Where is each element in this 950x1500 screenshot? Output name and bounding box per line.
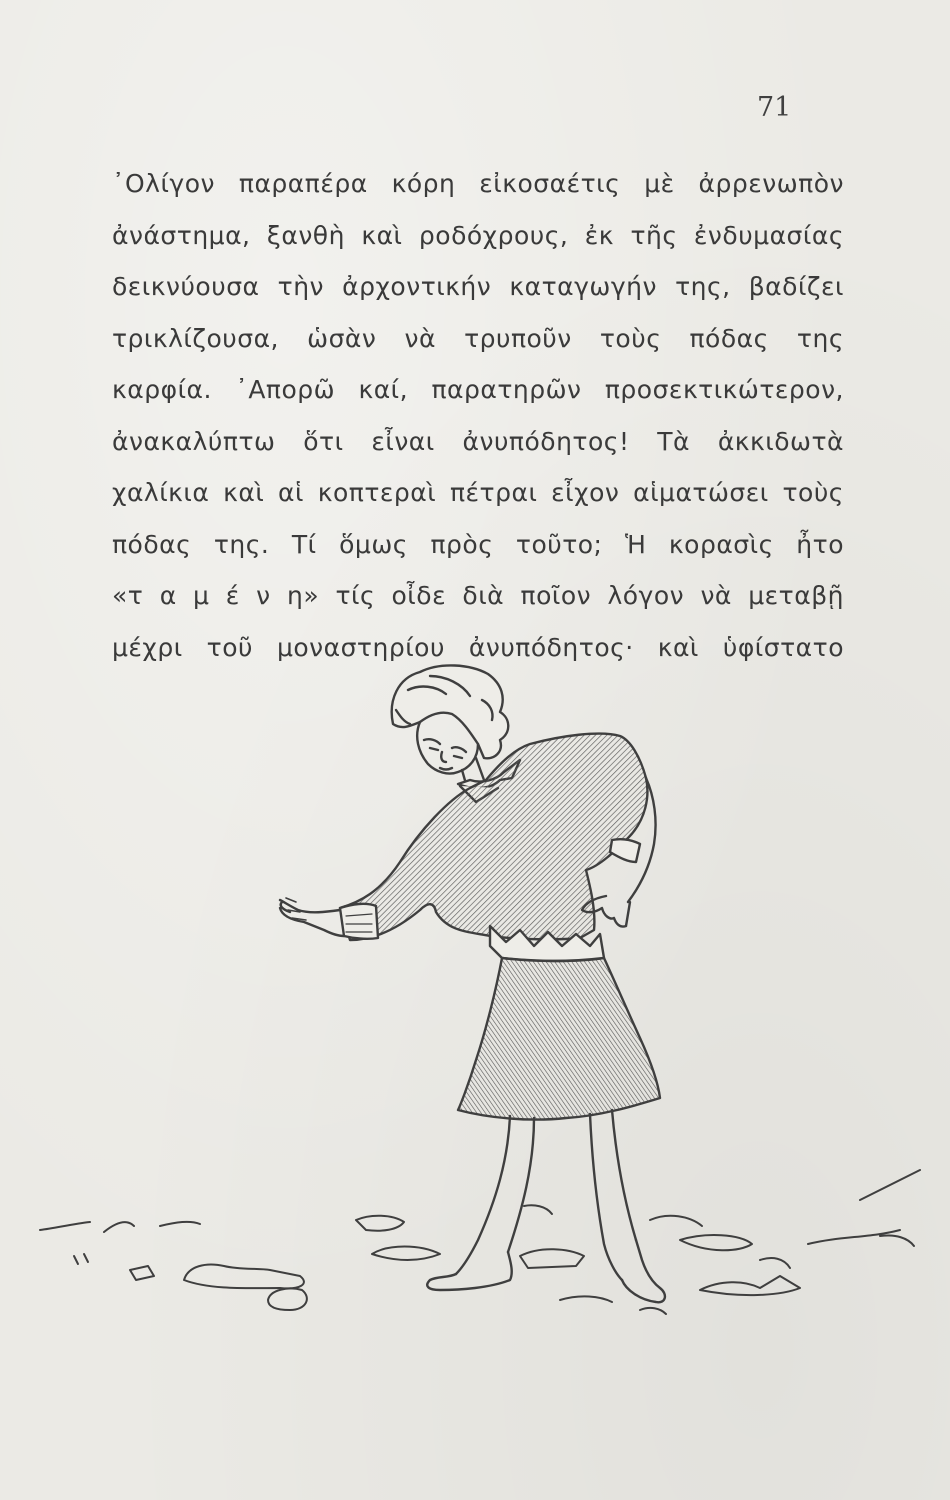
ground-stones xyxy=(40,1170,920,1314)
text-line-9: «τ α μ έ ν η» τίς οἶδε διὰ ποῖον λόγον νὰ μεταβῇ xyxy=(112,581,844,610)
text-line-2: ἀνάστημα, ξανθὴ καὶ ροδόχρους, ἐκ τῆς ἐνδυμασίας xyxy=(112,220,844,250)
text-line-5: καρφία. ᾿Απορῶ καί, παρατηρῶν προσεκτικώτερον, xyxy=(112,375,844,404)
text-line-8: πόδας της. Τί ὅμως πρὸς τοῦτο; Ἡ κορασὶς ἦτο xyxy=(112,529,844,559)
body-paragraph xyxy=(112,158,844,673)
skirt xyxy=(458,958,660,1120)
text-line-3: δεικνύουσα τὴν ἀρχοντικήν καταγωγήν της, βαδίζει xyxy=(112,272,844,301)
text-line-4: τρικλίζουσα, ὡσὰν νὰ τρυποῦν τοὺς πόδας της xyxy=(112,323,844,353)
text-line-7: χαλίκια καὶ αἱ κοπτεραὶ πέτραι εἶχον αἱματώσει τοὺς xyxy=(112,478,844,507)
right-foot xyxy=(622,1240,665,1302)
left-hand xyxy=(280,900,344,936)
text-line-1: ᾿Ολίγον παραπέρα κόρη εἰκοσαέτις μὲ ἀρρενωπὸν xyxy=(112,169,844,198)
text-line-10: μέχρι τοῦ μοναστηρίου ἀνυπόδητος· καὶ ὑφίστατο xyxy=(112,632,844,662)
girl-walking-illustration xyxy=(0,640,950,1360)
text-line-6: ἀνακαλύπτω ὅτι εἶναι ἀνυπόδητος! Τὰ ἀκκιδωτὰ xyxy=(112,426,844,456)
page-number: 71 xyxy=(757,92,792,123)
left-leg xyxy=(456,1116,510,1274)
